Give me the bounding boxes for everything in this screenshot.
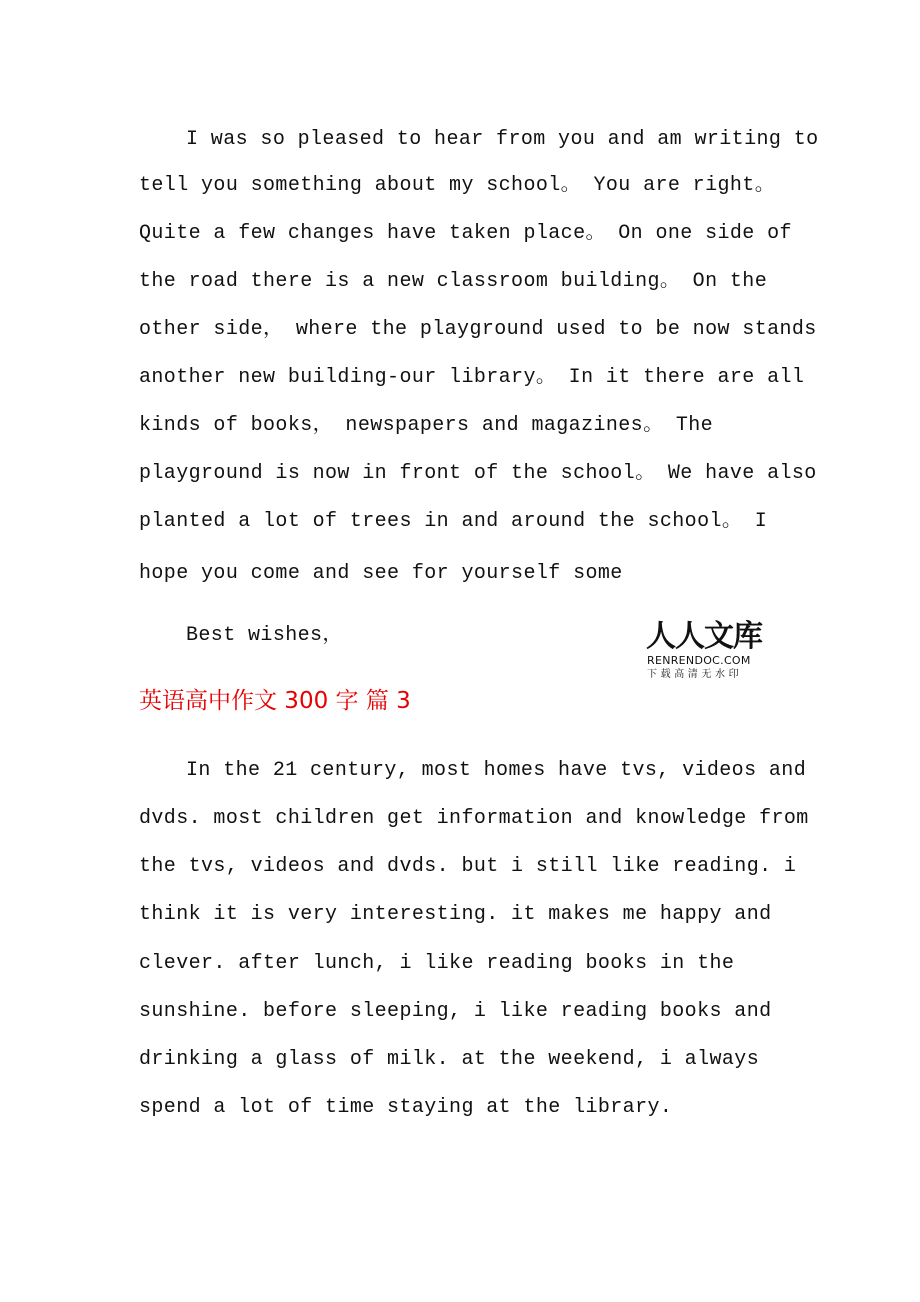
essay-line: clever. after lunch, i like reading books in the	[139, 952, 735, 975]
essay-line: the tvs, videos and dvds. but i still like reading. i	[139, 855, 797, 878]
essay-line: In the 21 century, most homes have tvs, videos and	[186, 759, 807, 782]
letter-line: hope you come and see for yourself some	[139, 562, 623, 585]
letter-line: Quite a few changes have taken place。 On one side of	[139, 222, 792, 245]
essay-line: dvds. most children get information and knowledge from	[139, 807, 809, 830]
letter-line: the road there is a new classroom building。 On the	[139, 270, 768, 293]
section-heading: 英语高中作文 300 字 篇 3	[139, 688, 411, 714]
letter-line: I was so pleased to hear from you and am writing to	[186, 128, 819, 151]
renrendoc-watermark-logo	[646, 620, 774, 682]
letter-line: other side， where the playground used to be now stands	[139, 318, 817, 341]
watermark-domain: RENRENDOC.COM	[647, 654, 751, 667]
essay-line: think it is very interesting. it makes me happy and	[139, 903, 772, 926]
letter-line: tell you something about my school。 You are right。	[139, 174, 776, 197]
letter-closing: Best wishes，	[186, 624, 343, 647]
letter-line: playground is now in front of the school。 We have also	[139, 462, 817, 485]
watermark-tagline: 下载高清无水印	[647, 669, 743, 680]
letter-line: another new building-our library。 In it there are all	[139, 366, 805, 389]
letter-line: planted a lot of trees in and around the school。 I	[139, 510, 768, 533]
essay-line: spend a lot of time staying at the library.	[139, 1096, 673, 1119]
essay-line: drinking a glass of milk. at the weekend, i always	[139, 1048, 760, 1071]
essay-line: sunshine. before sleeping, i like reading books and	[139, 1000, 772, 1023]
watermark-title: 人人文库	[646, 619, 762, 654]
letter-line: kinds of books， newspapers and magazines。 The	[139, 414, 714, 437]
